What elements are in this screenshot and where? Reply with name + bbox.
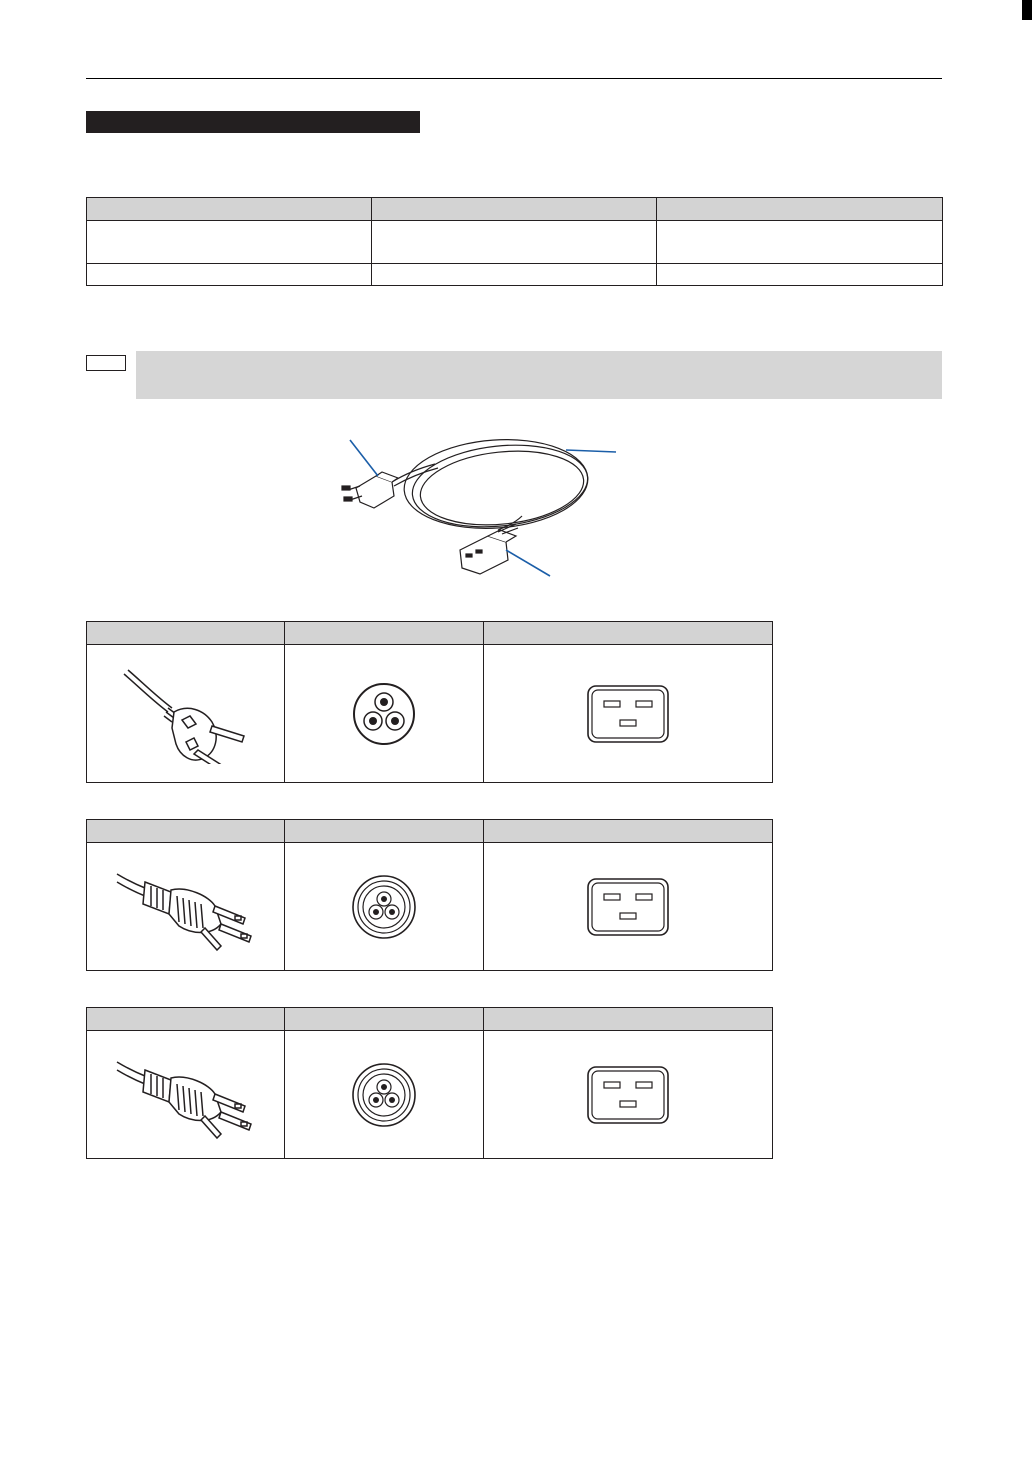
table-row (87, 645, 773, 783)
plug-table-header (484, 1008, 773, 1031)
spec-table-cell (372, 221, 657, 264)
nema-face-icon (349, 1060, 419, 1130)
spec-table-cell (657, 221, 943, 264)
spec-table-cell (87, 221, 372, 264)
plug-table-header (285, 1008, 484, 1031)
plug-face-cell (285, 1031, 484, 1159)
power-cord-icon (330, 424, 630, 584)
plug-face-cell (285, 843, 484, 971)
plug-cell (87, 645, 285, 783)
plug-table-header (87, 622, 285, 645)
plug-table-3 (86, 1007, 773, 1159)
spec-table-header (657, 198, 943, 221)
note-label (86, 355, 126, 371)
plug-table-1 (86, 621, 773, 783)
spec-table (86, 197, 943, 286)
table-row (87, 221, 943, 264)
plug-table-header (285, 820, 484, 843)
connector-cell (484, 843, 773, 971)
spec-table-cell (87, 264, 372, 286)
plug-table-header-row (87, 1008, 773, 1031)
note-box (136, 351, 942, 399)
plug-cell (87, 1031, 285, 1159)
iec-c19-connector-icon (586, 1065, 670, 1125)
spec-table-header (372, 198, 657, 221)
plug-face-cell (285, 645, 484, 783)
plug-table-header (285, 622, 484, 645)
plug-table-header (484, 820, 773, 843)
power-cord-illustration (330, 424, 630, 584)
plug-table-header (87, 1008, 285, 1031)
plug-table-2 (86, 819, 773, 971)
table-row (87, 1031, 773, 1159)
header-rule (86, 78, 942, 79)
spec-table-header-row (87, 198, 943, 221)
page-corner-mark (1022, 0, 1032, 20)
iec-c19-connector-icon (586, 877, 670, 937)
spec-table-cell (657, 264, 943, 286)
table-row (87, 264, 943, 286)
plug-table-header (87, 820, 285, 843)
spec-table-cell (372, 264, 657, 286)
table-row (87, 843, 773, 971)
plug-cell (87, 843, 285, 971)
nema-plug-icon (111, 1050, 261, 1140)
section-title-bar (86, 111, 420, 133)
plug-table-header-row (87, 622, 773, 645)
plug-table-header-row (87, 820, 773, 843)
connector-cell (484, 645, 773, 783)
schuko-plug-icon (116, 664, 256, 764)
iec-c19-connector-icon (586, 684, 670, 744)
round-three-pin-face-icon (349, 679, 419, 749)
nema-face-icon (349, 872, 419, 942)
plug-table-header (484, 622, 773, 645)
spec-table-header (87, 198, 372, 221)
connector-cell (484, 1031, 773, 1159)
nema-plug-icon (111, 862, 261, 952)
